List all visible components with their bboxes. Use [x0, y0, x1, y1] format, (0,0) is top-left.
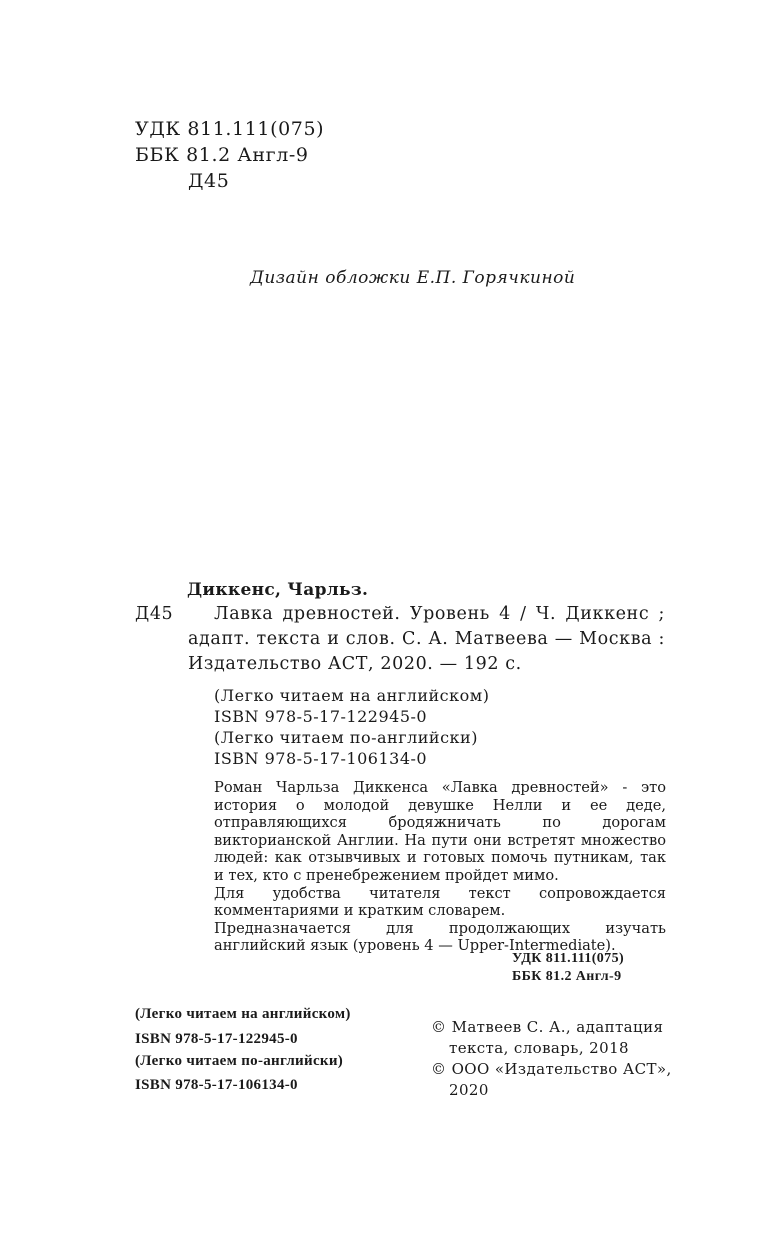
record-isbn-1: ISBN 978-5-17-122945-0: [214, 707, 428, 726]
record-title-line: Лавка древностей. Уровень 4 / Ч. Диккенс ;: [214, 604, 665, 624]
isbn-number-2: ISBN 978-5-17-106134-0: [135, 1077, 298, 1093]
isbn-series-1: (Легко читаем на английском): [135, 1006, 351, 1022]
record-author: Диккенс, Чарльз.: [187, 580, 369, 600]
copyright-line: текста, словарь, 2018: [449, 1039, 629, 1057]
record-imprint-line: Издательство АСТ, 2020. — 192 с.: [188, 654, 522, 674]
copyright-line: © Матвеев С. А., адаптация: [431, 1018, 664, 1036]
record-publication-line: адапт. текста и слов. С. А. Матвеева — Москва :: [188, 629, 665, 649]
record-isbn-2: ISBN 978-5-17-106134-0: [214, 749, 428, 768]
record-series-2: (Легко читаем по-английски): [214, 728, 478, 747]
author-mark: Д45: [188, 170, 230, 192]
annotation-paragraph: Роман Чарльза Диккенса «Лавка древностей» - это история о молодой девушке Нелли и ее деде, отправляющихся бродяжничать по дорогам викторианской Англии. На пути они встретят множество людей: как отзывчивых и готовых помочь путникам, так и тех, кто с пренебрежением пройдет мимо.: [214, 779, 666, 884]
record-annotation: [214, 779, 666, 955]
cover-designer-credit: Дизайн обложки Е.П. Горячкиной: [250, 268, 576, 288]
record-udk: УДК 811.111(075): [512, 951, 625, 966]
record-bbk: ББК 81.2 Англ-9: [512, 969, 622, 984]
copyright-line: © ООО «Издательство АСТ»,: [431, 1060, 672, 1078]
annotation-paragraph: Предназначается для продолжающих изучать английский язык (уровень 4 — Upper-Intermediate).: [214, 919, 666, 955]
record-series-1: (Легко читаем на английском): [214, 686, 490, 705]
isbn-number-1: ISBN 978-5-17-122945-0: [135, 1031, 298, 1047]
record-author-mark: Д45: [135, 604, 174, 624]
bbk-code: ББК 81.2 Англ-9: [135, 144, 309, 166]
isbn-series-2: (Легко читаем по-английски): [135, 1053, 344, 1069]
copyright-line: 2020: [449, 1081, 489, 1099]
annotation-paragraph: Для удобства читателя текст сопровождается комментариями и кратким словарем.: [214, 884, 666, 920]
udk-code: УДК 811.111(075): [135, 118, 325, 140]
